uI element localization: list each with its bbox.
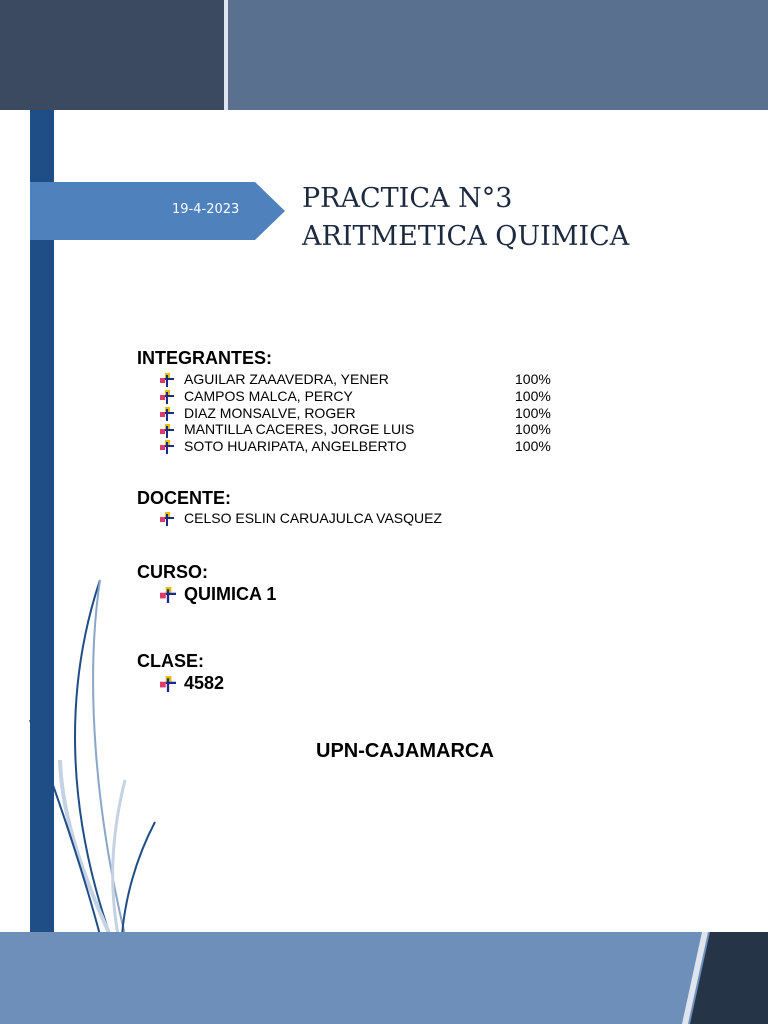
member-percent: 100%: [515, 387, 551, 404]
decorative-leaves: [0, 560, 200, 940]
member-row: [160, 388, 580, 405]
member-row: [160, 371, 580, 388]
member-name: CAMPOS MALCA, PERCY: [184, 387, 353, 404]
member-percent: 100%: [515, 421, 551, 438]
bullet-icon: [160, 587, 176, 603]
bullet-icon: [160, 440, 174, 454]
date-text: 19-4-2023: [172, 202, 240, 217]
member-percent: 100%: [515, 438, 551, 455]
curso-item: [160, 584, 276, 605]
footer-accent: [0, 932, 768, 1024]
member-percent: 100%: [515, 404, 551, 421]
header-block-light: [228, 0, 768, 110]
bullet-icon: [160, 512, 174, 526]
document-title: [302, 180, 742, 256]
members-list: [160, 371, 580, 455]
docente-label: DOCENTE:: [137, 488, 231, 508]
member-row: [160, 421, 580, 438]
curso-value: QUIMICA 1: [184, 584, 277, 604]
title-line-2: ARITMETICA QUIMICA: [302, 221, 630, 252]
docente-name: CELSO ESLIN CARUAJULCA VASQUEZ: [184, 510, 443, 526]
curso-label: CURSO:: [137, 562, 208, 582]
member-name: MANTILLA CACERES, JORGE LUIS: [184, 421, 415, 438]
integrantes-label: INTEGRANTES:: [137, 348, 272, 368]
bullet-icon: [160, 676, 176, 692]
member-name: SOTO HUARIPATA, ANGELBERTO: [184, 438, 407, 455]
member-row: [160, 405, 580, 422]
bullet-icon: [160, 390, 174, 404]
docente-item: [160, 510, 442, 526]
clase-label: CLASE:: [137, 651, 204, 671]
bullet-icon: [160, 373, 174, 387]
title-line-1: PRACTICA N°3: [302, 183, 513, 214]
bullet-icon: [160, 424, 174, 438]
member-name: AGUILAR ZAAAVEDRA, YENER: [184, 371, 389, 387]
clase-value: 4582: [184, 673, 225, 693]
bullet-icon: [160, 407, 174, 421]
institution-name: UPN-CAJAMARCA: [316, 740, 494, 762]
clase-item: [160, 673, 224, 694]
member-percent: 100%: [515, 371, 551, 387]
member-row: [160, 438, 580, 455]
member-name: DIAZ MONSALVE, ROGER: [184, 404, 356, 421]
header-block-dark: [0, 0, 224, 110]
